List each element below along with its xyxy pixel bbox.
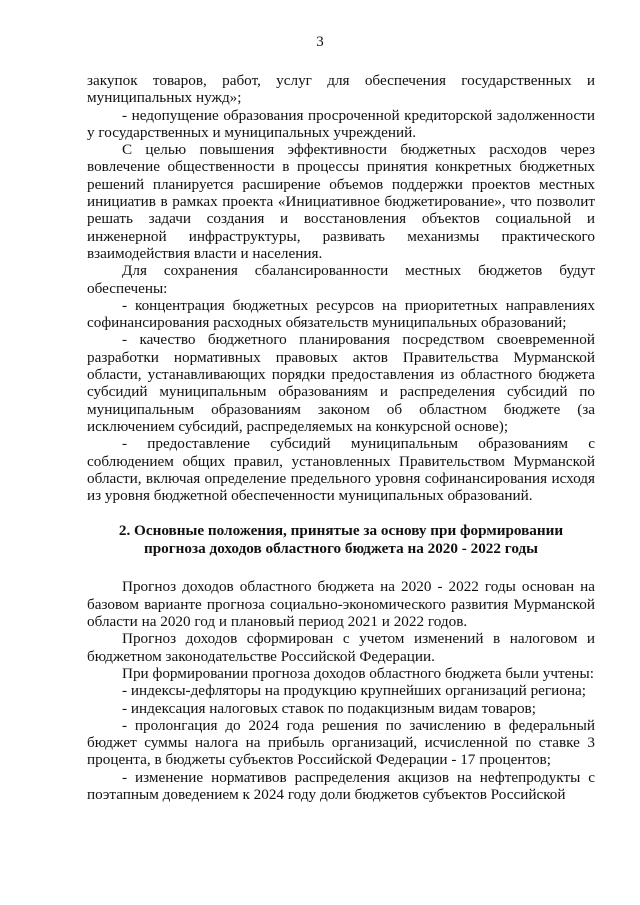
list-item: - пролонгация до 2024 года решения по зачислению в федеральный бюджет суммы налога на прибыль организаций, исчисленной по ставке 3 процента, в бюджеты субъектов Российской Федерации - 17 процентов; [87,716,595,769]
list-item: - недопущение образования просроченной кредиторской задолженности у государственных и муниципальных учреждений. [87,106,595,141]
paragraph: Прогноз доходов сформирован с учетом изменений в налоговом и бюджетном законодательстве Российской Федерации. [87,630,595,665]
list-item: - изменение нормативов распределения акцизов на нефтепродукты с поэтапным доведением к 2024 году доли бюджетов субъектов Российской [87,768,595,803]
paragraph: Для сохранения сбалансированности местных бюджетов будут обеспечены: [87,262,595,297]
page-number: 3 [316,34,324,50]
paragraph: Прогноз доходов областного бюджета на 2020 - 2022 годы основан на базовом варианте прогноза социально-экономического развития Мурманской области на 2020 год и плановый период 2021 и 2022 годов. [87,578,595,631]
list-item: - качество бюджетного планирования посредством своевременной разработки нормативных правовых актов Правительства Мурманской области, устанавливающих порядки предоставления из областного бюджета субсидий муниципальным образованиям и распределения субсидий по муниципальным образованиям законом об областном бюджете (за исключением субсидий, распределяемых на конкурсной основе); [87,331,595,435]
list-item: - концентрация бюджетных ресурсов на приоритетных направлениях софинансирования расходных обязательств муниципальных образований; [87,296,595,332]
list-item: - предоставление субсидий муниципальным образованиям с соблюдением общих правил, установленных Правительством Мурманской области, включая определение предельного уровня софинансирования исходя из уровня бюджетной обеспеченности муниципальных образований. [87,435,595,505]
section-heading: 2. Основные положения, принятые за основу при формировании прогноза доходов областного бюджета на 2020 - 2022 годы [118,522,564,558]
list-item: - индексы-дефляторы на продукцию крупнейших организаций региона; [122,682,586,700]
document-body [87,72,595,803]
list-item: - индексация налоговых ставок по подакцизным видам товаров; [122,699,536,717]
paragraph: закупок товаров, работ, услуг для обеспечения государственных и муниципальных нужд»; [87,72,595,107]
paragraph: С целью повышения эффективности бюджетных расходов через вовлечение общественности в процессы принятия конкретных бюджетных решений планируется расширение объемов поддержки проектов местных инициатив в рамках проекта «Инициативное бюджетирование», что позволит решать задачи создания и восстановления объектов социальной и инженерной инфраструктуры, развивать механизмы практического взаимодействия власти и населения. [87,141,595,262]
paragraph: При формировании прогноза доходов областного бюджета были учтены: [122,664,594,682]
